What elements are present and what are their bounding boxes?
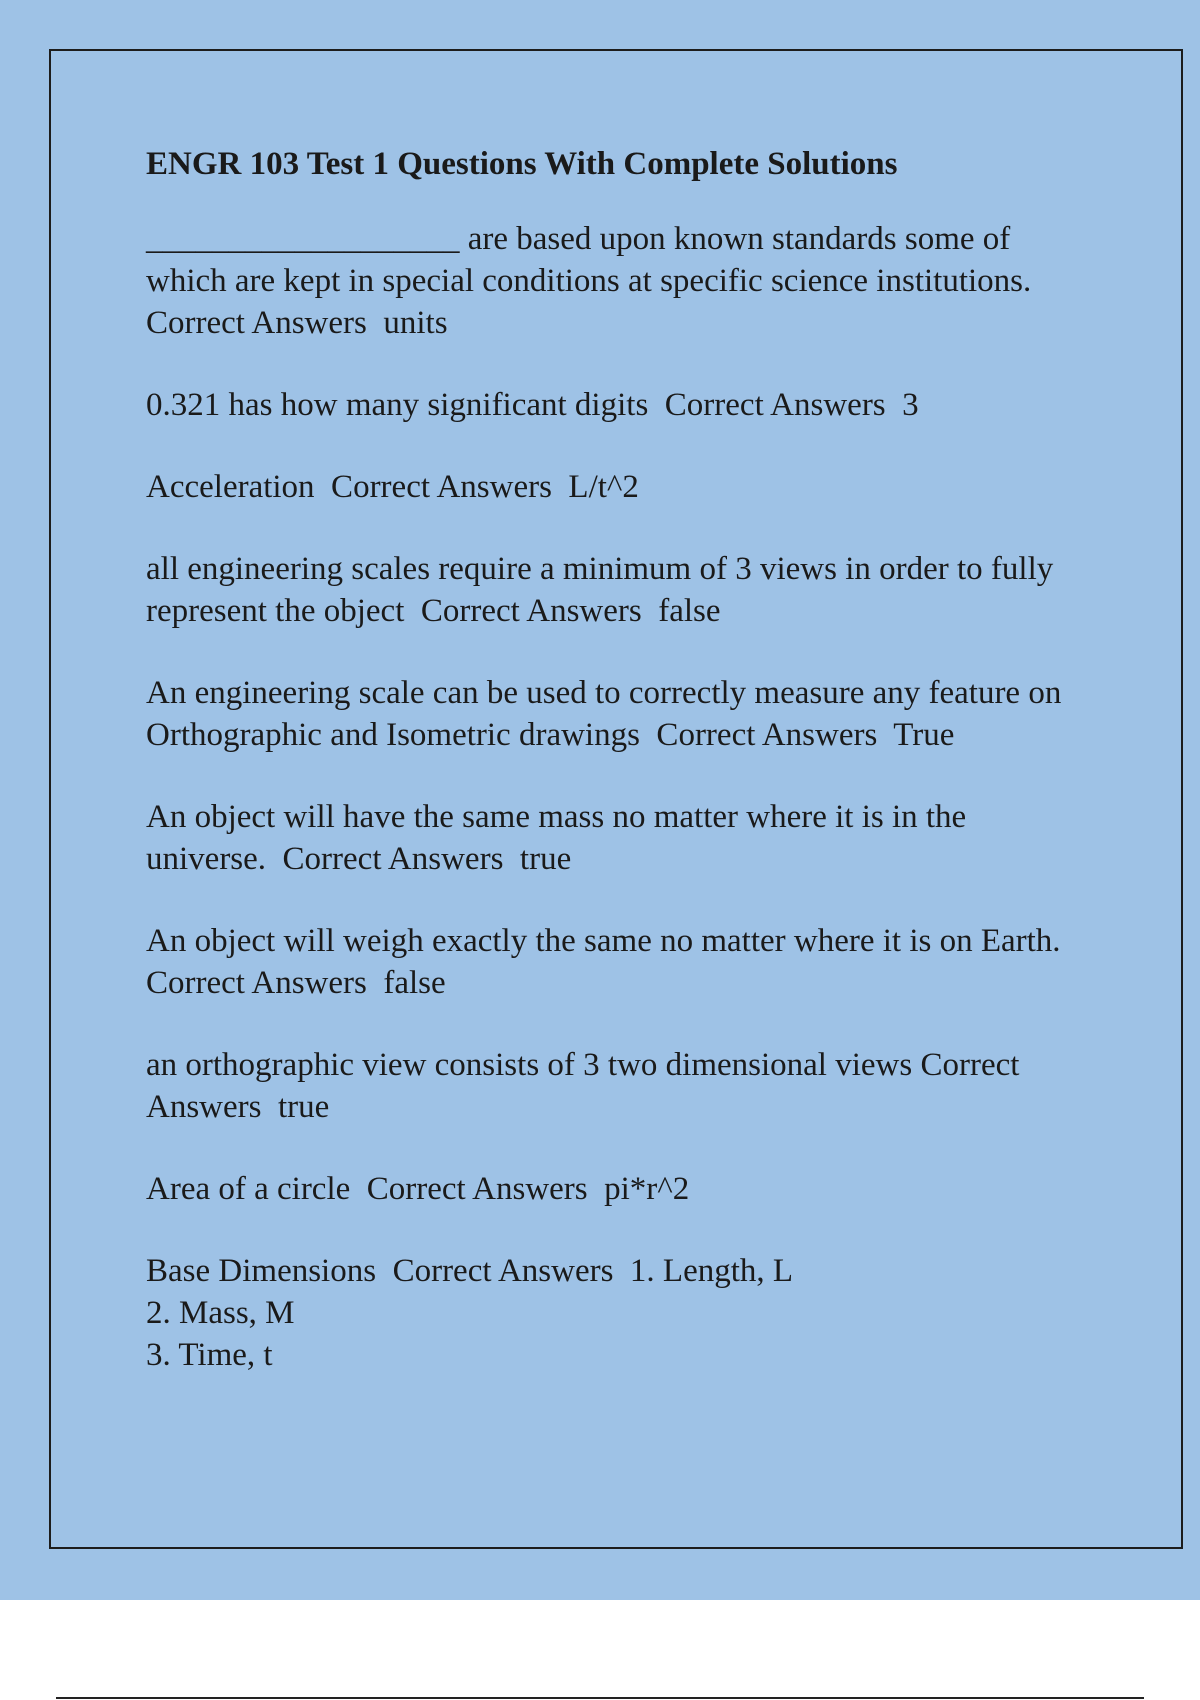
qa-item-engineering-scales-views: all engineering scales require a minimum of 3 views in order to fully represent the object Correct Answers false [146,551,1062,629]
document-body [146,140,1086,1416]
footer-divider [56,1697,1144,1699]
qa-item-orthographic-view: an orthographic view consists of 3 two dimensional views Correct Answers true [146,1047,1026,1125]
qa-item-area-circle: Area of a circle Correct Answers pi*r^2 [146,1171,690,1207]
qa-item-weight: An object will weigh exactly the same no matter where it is on Earth. Correct Answers false [146,923,1078,1001]
qa-item-mass: An object will have the same mass no matter where it is in the universe. Correct Answers true [146,799,975,877]
qa-item-units: ___________________ are based upon known standards some of which are kept in special conditions at specific science institutions. Correct Answers units [146,221,1048,341]
qa-item-significant-digits: 0.321 has how many significant digits Correct Answers 3 [146,387,919,423]
qa-item-acceleration: Acceleration Correct Answers L/t^2 [146,469,639,505]
qa-item-base-dimensions: Base Dimensions Correct Answers 1. Length, L 2. Mass, M 3. Time, t [146,1253,794,1373]
qa-item-engineering-scale-measure: An engineering scale can be used to correctly measure any feature on Orthographic and Isometric drawings Correct Answers True [146,675,1070,753]
page-title: ENGR 103 Test 1 Questions With Complete Solutions [146,146,898,182]
